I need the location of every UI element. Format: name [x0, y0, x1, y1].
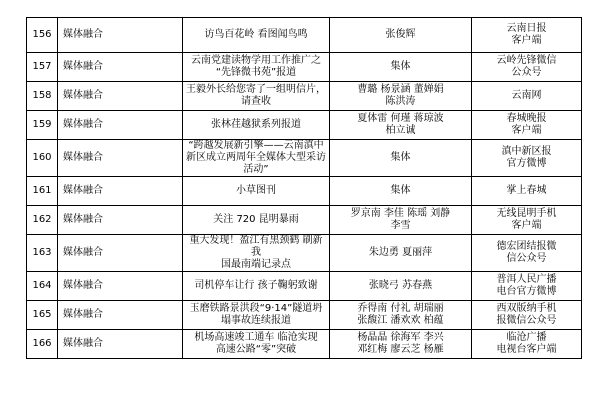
publishing-media-line: 春城晚报 — [506, 113, 547, 124]
work-title-line: 新区成立两周年全媒体大型采访 — [186, 152, 326, 163]
author-line: 杨晶晶 徐海军 李兴 — [357, 332, 444, 343]
work-title-cell — [183, 53, 330, 82]
table-row — [27, 111, 582, 140]
category-cell: 媒体融合 — [58, 18, 183, 53]
publishing-media-cell — [472, 18, 582, 53]
table-row — [27, 272, 582, 301]
author-line: 集体 — [390, 185, 411, 196]
publishing-media-line: 云南网 — [511, 90, 542, 101]
publishing-media-line: 掌上春城 — [506, 185, 547, 196]
publishing-media-line: 滇中新区报 — [501, 146, 552, 157]
category-cell: 媒体融合 — [58, 272, 183, 301]
author-cell — [330, 111, 472, 140]
author-cell — [330, 140, 472, 177]
author-line: 集体 — [390, 152, 411, 163]
work-title-line: 张林荏越狱系列报道 — [211, 119, 301, 130]
work-title-cell — [183, 177, 330, 206]
work-title-cell — [183, 272, 330, 301]
publishing-media-cell — [472, 301, 582, 330]
author-line: 曹璐 杨景涵 董婵娟 — [357, 84, 444, 95]
work-title-cell — [183, 235, 330, 272]
work-title-line: 王毅外长给您寄了一组明信片， — [186, 84, 326, 95]
category-cell: 媒体融合 — [58, 235, 183, 272]
work-title-line: “先锋微书苑”报道 — [215, 67, 297, 78]
author-cell — [330, 330, 472, 359]
work-title-cell — [183, 140, 330, 177]
work-title-line: 访鸟百花岭 看图闻鸟鸣 — [204, 29, 308, 40]
publishing-media-cell — [472, 53, 582, 82]
work-title-cell — [183, 301, 330, 330]
table-row — [27, 177, 582, 206]
work-title-line: 机场高速竣工通车 临沧实现 — [194, 332, 318, 343]
entry-number-cell: 156 — [27, 18, 58, 53]
publishing-media-line: 官方微博 — [506, 158, 547, 169]
award-list-table — [26, 17, 582, 359]
publishing-media-cell — [472, 140, 582, 177]
publishing-media-cell — [472, 111, 582, 140]
author-line: 夏体雷 何瑾 蒋琼波 — [357, 113, 444, 124]
table-row — [27, 140, 582, 177]
category-cell: 媒体融合 — [58, 140, 183, 177]
work-title-line: 请查收 — [241, 96, 271, 107]
work-title-cell — [183, 82, 330, 111]
entry-number-cell: 157 — [27, 53, 58, 82]
category-cell: 媒体融合 — [58, 111, 183, 140]
author-line: 集体 — [390, 61, 411, 72]
publishing-media-line: 客户端 — [511, 125, 542, 136]
publishing-media-line: 客户端 — [511, 35, 542, 46]
publishing-media-line: 电台官方微博 — [496, 286, 557, 297]
category-cell: 媒体融合 — [58, 53, 183, 82]
publishing-media-line: 云南日报 — [506, 23, 547, 34]
entry-number-cell: 166 — [27, 330, 58, 359]
table-row — [27, 301, 582, 330]
publishing-media-line: 信公众号 — [506, 253, 547, 264]
author-cell — [330, 18, 472, 53]
work-title-line: 玉磨铁路景洪段“9·14”隧道坍 — [189, 303, 323, 314]
publishing-media-line: 德宏团结报微 — [496, 241, 557, 252]
table-row — [27, 235, 582, 272]
entry-number-cell: 160 — [27, 140, 58, 177]
publishing-media-line: 临沧广播 — [506, 332, 547, 343]
publishing-media-line: 普洱人民广播 — [496, 274, 557, 285]
publishing-media-line: 公众号 — [511, 67, 542, 78]
entry-number-cell: 164 — [27, 272, 58, 301]
work-title-cell — [183, 111, 330, 140]
author-cell — [330, 235, 472, 272]
work-title-line: 高速公路“零”突破 — [215, 344, 297, 355]
author-line: 邓红梅 廖云芝 杨雁 — [357, 344, 444, 355]
author-line: 朱边勇 夏丽萍 — [368, 247, 433, 258]
author-line: 柏立诚 — [385, 125, 416, 136]
publishing-media-line: 无线昆明手机 — [496, 208, 557, 219]
publishing-media-cell — [472, 235, 582, 272]
work-title-line: 塌事故连续报道 — [221, 315, 291, 326]
publishing-media-cell — [472, 177, 582, 206]
author-cell — [330, 177, 472, 206]
table-row — [27, 53, 582, 82]
publishing-media-cell — [472, 206, 582, 235]
category-cell: 媒体融合 — [58, 82, 183, 111]
publishing-media-line: 西双版纳手机 — [496, 303, 557, 314]
table-row — [27, 18, 582, 53]
work-title-line: 关注 720 昆明暴雨 — [213, 214, 299, 225]
author-line: 乔得南 付礼 胡瑞丽 — [357, 303, 444, 314]
publishing-media-cell — [472, 82, 582, 111]
table-body — [27, 18, 582, 359]
publishing-media-line: 云岭先锋微信 — [496, 55, 557, 66]
work-title-cell — [183, 330, 330, 359]
author-cell — [330, 53, 472, 82]
author-cell — [330, 301, 472, 330]
work-title-line: 小草图刊 — [236, 185, 276, 196]
entry-number-cell: 159 — [27, 111, 58, 140]
category-cell: 媒体融合 — [58, 206, 183, 235]
work-title-cell — [183, 18, 330, 53]
table-row — [27, 82, 582, 111]
publishing-media-line: 报微信公众号 — [496, 315, 557, 326]
author-line: 张馥江 潘欢欢 柏蕴 — [357, 315, 444, 326]
work-title-line: 司机停车让行 孩子鞠躬致谢 — [194, 280, 318, 291]
category-cell: 媒体融合 — [58, 330, 183, 359]
category-cell: 媒体融合 — [58, 177, 183, 206]
author-line: 张俊辉 — [385, 29, 416, 40]
author-line: 张晓弓 苏春燕 — [368, 280, 433, 291]
entry-number-cell: 163 — [27, 235, 58, 272]
publishing-media-line: 客户端 — [511, 220, 542, 231]
work-title-line: “跨越发展新引擎——云南滇中 — [188, 140, 324, 151]
publishing-media-line: 电视台客户端 — [496, 344, 557, 355]
author-cell — [330, 272, 472, 301]
entry-number-cell: 158 — [27, 82, 58, 111]
author-line: 罗京南 李佳 陈瑶 刘静 — [350, 208, 451, 219]
author-line: 陈洪涛 — [385, 96, 416, 107]
author-cell — [330, 82, 472, 111]
category-cell: 媒体融合 — [58, 301, 183, 330]
entry-number-cell: 161 — [27, 177, 58, 206]
author-cell — [330, 206, 472, 235]
work-title-line: 活动” — [243, 164, 269, 175]
publishing-media-cell — [472, 330, 582, 359]
work-title-line: 重大发现！盈江有黑颈鹤 刷新我 — [189, 235, 323, 258]
table-row — [27, 330, 582, 359]
work-title-cell — [183, 206, 330, 235]
work-title-line: 国最南端记录点 — [221, 259, 291, 270]
entry-number-cell: 165 — [27, 301, 58, 330]
publishing-media-cell — [472, 272, 582, 301]
entry-number-cell: 162 — [27, 206, 58, 235]
work-title-line: 云南党建读物学用工作推广之 — [191, 55, 321, 66]
table-row — [27, 206, 582, 235]
author-line: 李雪 — [390, 220, 411, 231]
